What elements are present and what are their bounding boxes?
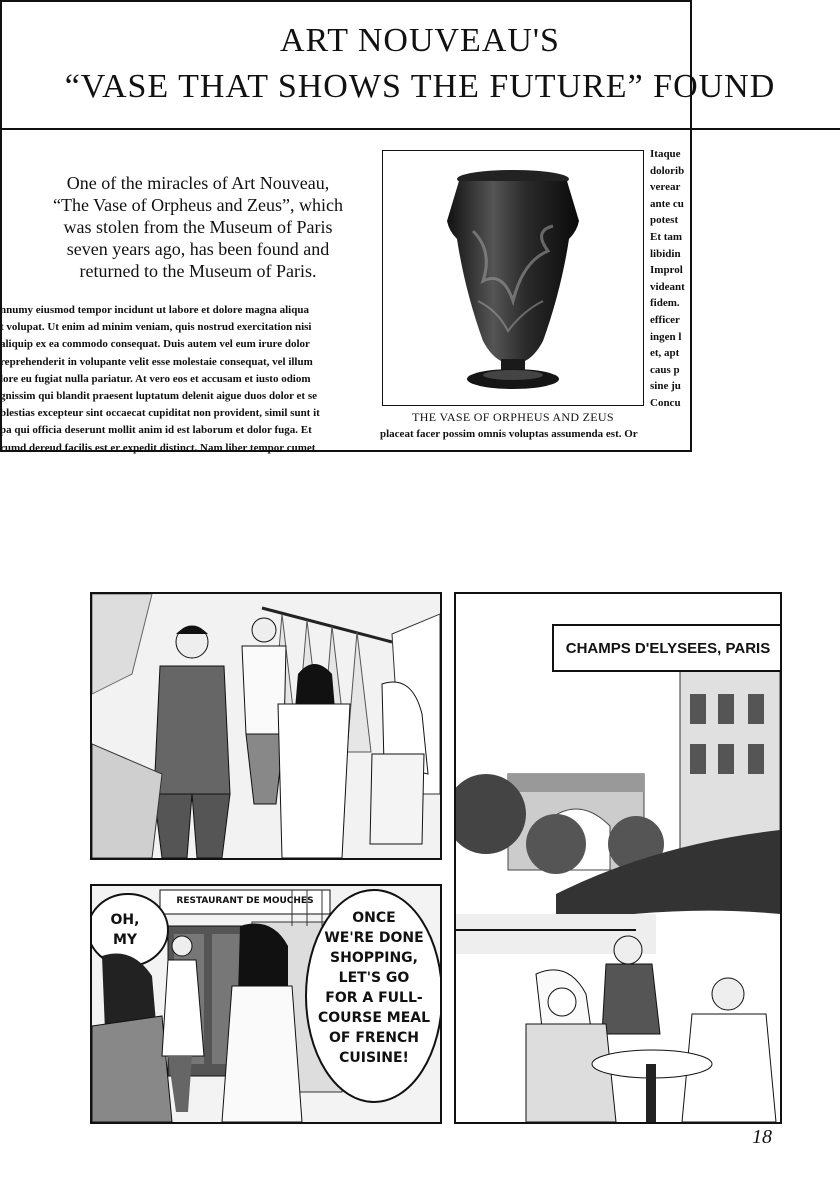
newspaper-clipping bbox=[0, 0, 776, 454]
bubble-line: OH, bbox=[110, 912, 140, 928]
lede-line: seven years ago, has been found and bbox=[66, 239, 330, 259]
body-line: pa qui officia deserunt mollit anim id est laborum et dolor fuga. Et bbox=[0, 424, 312, 437]
col-line: Improl bbox=[650, 264, 683, 277]
body-line: gnissim qui blandit praesent luptatum delenit aigue duos dolor et se bbox=[0, 390, 318, 403]
bubble-line: MY bbox=[112, 932, 138, 948]
article-lede bbox=[20, 172, 376, 282]
col-line: potest bbox=[650, 214, 679, 227]
bubble-line: ONCE bbox=[352, 910, 396, 926]
article-body bbox=[0, 302, 380, 452]
body-line: blestias excepteur sint occaecat cupiditat non provident, simil sunt it bbox=[0, 407, 320, 420]
col-line: Itaque bbox=[650, 148, 681, 160]
col-line: fidem. bbox=[650, 297, 680, 310]
lede-line: “The Vase of Orpheus and Zeus”, which bbox=[52, 195, 344, 215]
col-line: et, apt bbox=[650, 347, 680, 360]
panel-clothing-shop bbox=[90, 592, 442, 860]
body-line: aliquip ex ea commodo consequat. Duis autem vel eum irure dolor bbox=[0, 338, 310, 351]
shop-scene bbox=[92, 594, 440, 858]
bubble-line: FOR A FULL- bbox=[325, 990, 423, 1006]
col-line: libidin bbox=[650, 247, 681, 260]
vase-illustration bbox=[383, 151, 643, 405]
col-line: videant bbox=[650, 280, 685, 293]
body-line: nnumy eiusmod tempor incidunt ut labore et dolore magna aliqua bbox=[0, 304, 309, 316]
bubble-line: CUISINE! bbox=[339, 1050, 409, 1066]
col-line: verear bbox=[650, 181, 681, 194]
oh-my-bubble bbox=[100, 910, 150, 950]
lede-line: was stolen from the Museum of Paris bbox=[63, 217, 333, 237]
location-caption: CHAMPS D'ELYSEES, PARIS bbox=[552, 624, 782, 672]
headline-box bbox=[0, 0, 776, 130]
photo-caption: THE VASE OF ORPHEUS AND ZEUS bbox=[412, 410, 614, 424]
vase-photo bbox=[382, 150, 644, 406]
paris-scene bbox=[456, 594, 780, 1122]
col-line: ante cu bbox=[650, 197, 684, 210]
col-line: Et tam bbox=[650, 230, 683, 243]
body-line: t volupat. Ut enim ad minim veniam, quis nostrud exercitation nisi bbox=[0, 321, 312, 334]
col-line: Concu bbox=[650, 396, 681, 409]
bubble-line: COURSE MEAL bbox=[317, 1010, 431, 1026]
col-line: dolorib bbox=[650, 164, 685, 177]
body-line: rumd dereud facilis est er expedit distinct. Nam liber tempor cumet bbox=[0, 441, 316, 454]
bubble-line: LET'S GO bbox=[338, 970, 410, 986]
headline-line-2: “VASE THAT SHOWS THE FUTURE” FOUND bbox=[64, 68, 776, 105]
body-line: lore eu fugiat nulla pariatur. At vero eos et accusam et iusto odiom bbox=[0, 372, 311, 385]
col-line: sine ju bbox=[650, 380, 681, 393]
right-column-text bbox=[650, 146, 692, 412]
bottom-text-line: placeat facer possim omnis voluptas assumenda est. Or bbox=[380, 428, 638, 440]
bubble-line: SHOPPING, bbox=[330, 950, 418, 966]
col-line: ingen l bbox=[650, 330, 682, 343]
lede-line: One of the miracles of Art Nouveau, bbox=[66, 173, 330, 193]
page-number: 18 bbox=[752, 1126, 772, 1148]
restaurant-sign: RESTAURANT DE MOUCHES bbox=[176, 896, 314, 906]
bubble-line: WE'RE DONE bbox=[324, 930, 424, 946]
once-bubble bbox=[310, 908, 438, 1068]
body-line: reprehenderit in volupante velit esse molestaie consequat, vel illum bbox=[0, 355, 313, 368]
bubble-line: OF FRENCH bbox=[329, 1030, 419, 1046]
lede-line: returned to the Museum of Paris. bbox=[79, 261, 317, 281]
panel-restaurant bbox=[90, 884, 442, 1124]
col-line: efficer bbox=[650, 313, 680, 326]
headline-line-1: ART NOUVEAU'S bbox=[280, 22, 560, 59]
col-line: caus p bbox=[650, 363, 680, 376]
panel-champs-elysees bbox=[454, 592, 782, 1124]
